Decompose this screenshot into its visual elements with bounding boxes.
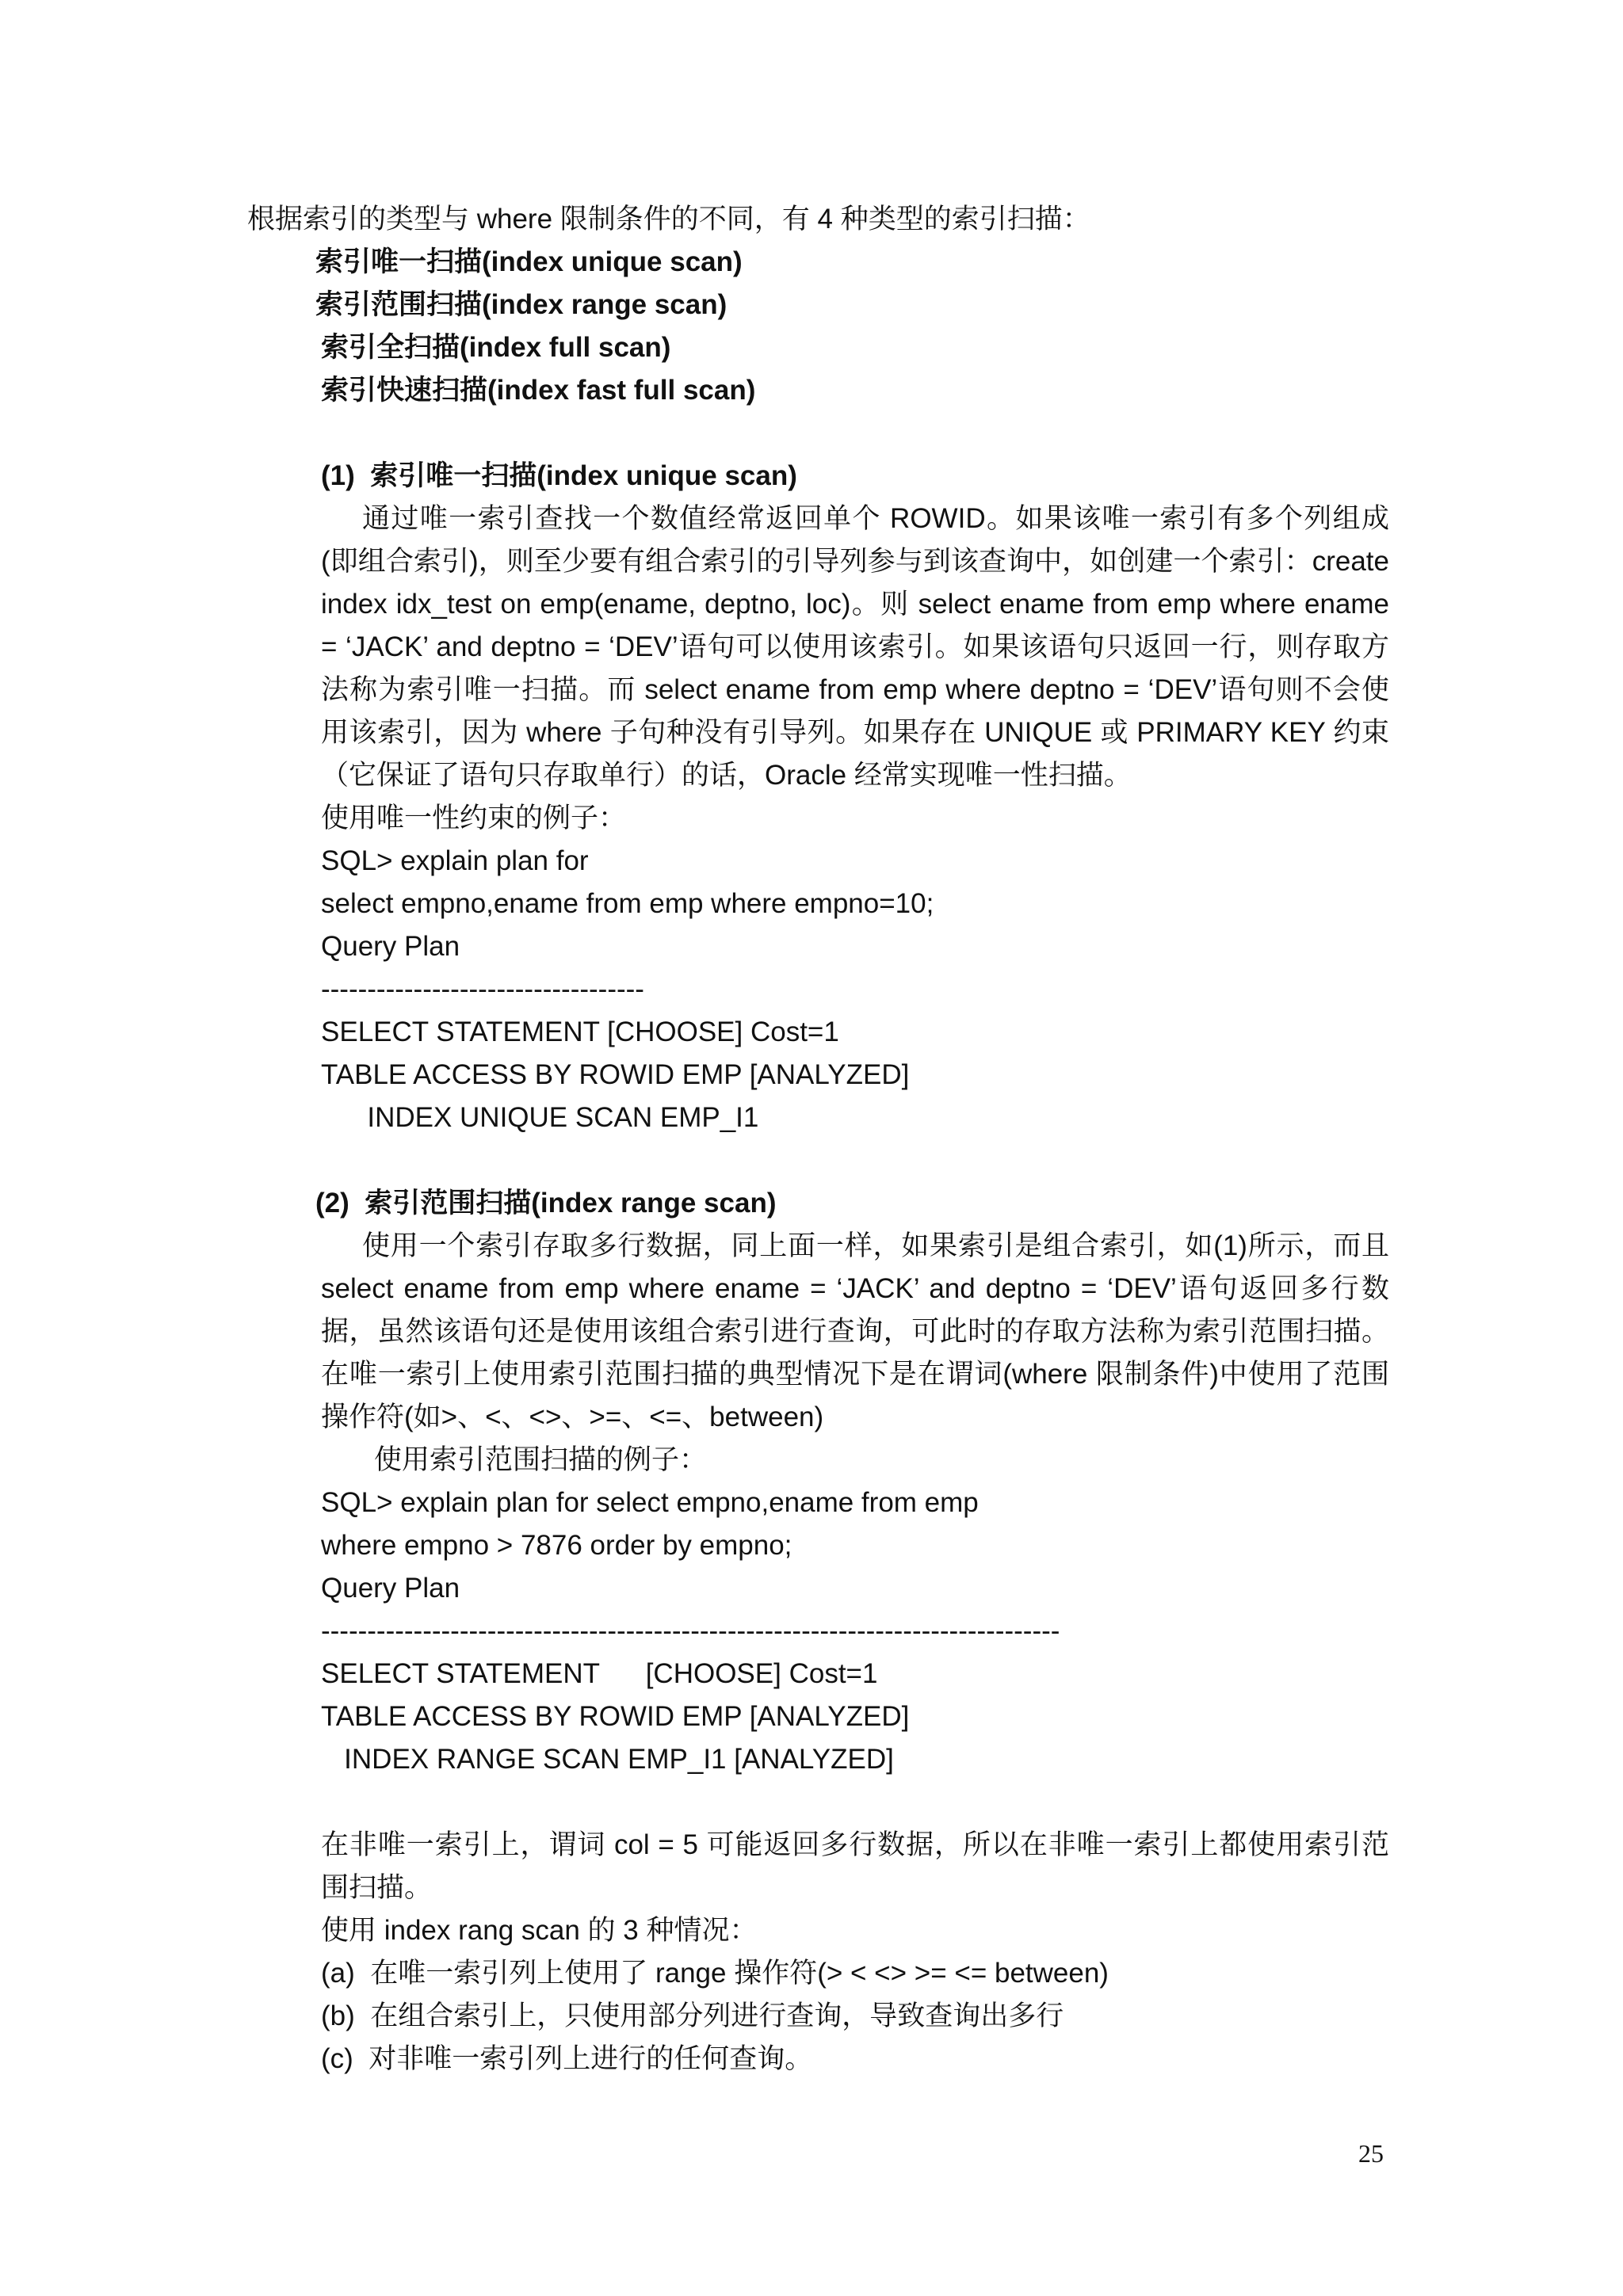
- non-unique-cases-label: 使用 index rang scan 的 3 种情况：: [321, 1915, 758, 1946]
- scan-type-full: 索引全扫描(index full scan): [321, 332, 671, 363]
- section1-sql-line: TABLE ACCESS BY ROWID EMP [ANALYZED]: [321, 1059, 910, 1090]
- section1-example-label: 使用唯一性约束的例子：: [321, 803, 627, 833]
- scan-type-range: 索引范围扫描(index range scan): [315, 289, 727, 320]
- section1-sql-line: Query Plan: [321, 931, 460, 962]
- section2-example-label: 使用索引范围扫描的例子：: [374, 1444, 708, 1475]
- page-number: 25: [1358, 2139, 1384, 2168]
- section1-sql-line: SQL> explain plan for: [321, 845, 589, 876]
- section2-sql-line: SELECT STATEMENT [CHOOSE] Cost=1: [321, 1658, 878, 1689]
- section2-sql-line: TABLE ACCESS BY ROWID EMP [ANALYZED]: [321, 1701, 910, 1732]
- case-item-b: (b) 在组合索引上，只使用部分列进行查询，导致查询出多行: [321, 2000, 1064, 2031]
- non-unique-paragraph: 在非唯一索引上，谓词 col = 5 可能返回多行数据，所以在非唯一索引上都使用索引范围扫描。: [321, 1829, 1389, 1903]
- section1-paragraph: 通过唯一索引查找一个数值经常返回单个 ROWID。如果该唯一索引有多个列组成(即组合索引)，则至少要有组合索引的引导列参与到该查询中，如创建一个索引：create index idx_test on emp(ename, deptno, loc)。则 select ename from emp where ename = ‘JACK’ and deptno = ‘DEV’语句可以使用该索引。如果该语句只返回一行，则存取方法称为索引唯一扫描。而 select ename from emp where deptno = ‘DEV’语句则不会使用该索引，因为 where 子句种没有引导列。如果存在 UNIQUE 或 PRIMARY KEY 约束（它保证了语句只存取单行）的话，Oracle 经常实现唯一性扫描。: [321, 503, 1389, 791]
- case-item-a: (a) 在唯一索引列上使用了 range 操作符(> < <> >= <= between): [321, 1958, 1109, 1989]
- section2-sql-line: Query Plan: [321, 1573, 460, 1604]
- section1-sql-line: select empno,ename from emp where empno=10;: [321, 888, 934, 919]
- section2-sql-line: SQL> explain plan for select empno,ename from emp: [321, 1487, 979, 1518]
- section2-paragraph: 使用一个索引存取多行数据，同上面一样，如果索引是组合索引，如(1)所示，而且 select ename from emp where ename = ‘JACK’ and deptno = ‘DEV’语句返回多行数据，虽然该语句还是使用该组合索引进行查询，可此时的存取方法称为索引范围扫描。在唯一索引上使用索引范围扫描的典型情况下是在谓词(where 限制条件)中使用了范围操作符(如>、<、<>、>=、<=、between): [321, 1230, 1389, 1432]
- section2-sql-line: where empno > 7876 order by empno;: [321, 1530, 792, 1561]
- section2-sql-line: INDEX RANGE SCAN EMP_I1 [ANALYZED]: [321, 1744, 894, 1775]
- intro-line: 根据索引的类型与 where 限制条件的不同，有 4 种类型的索引扫描：: [247, 204, 1090, 235]
- scan-type-unique: 索引唯一扫描(index unique scan): [315, 246, 743, 277]
- section1-sql-line: INDEX UNIQUE SCAN EMP_I1: [321, 1102, 759, 1133]
- scan-type-fast-full: 索引快速扫描(index fast full scan): [321, 375, 756, 406]
- section1-sql-line: SELECT STATEMENT [CHOOSE] Cost=1: [321, 1016, 839, 1047]
- section1-sql-divider: -----------------------------------: [321, 974, 644, 1005]
- section1-heading: (1) 索引唯一扫描(index unique scan): [321, 460, 797, 491]
- section2-sql-divider: --------------------------------------------------------------------------------: [321, 1615, 1060, 1646]
- section2-heading: (2) 索引范围扫描(index range scan): [315, 1188, 777, 1219]
- case-item-c: (c) 对非唯一索引列上进行的任何查询。: [321, 2043, 813, 2074]
